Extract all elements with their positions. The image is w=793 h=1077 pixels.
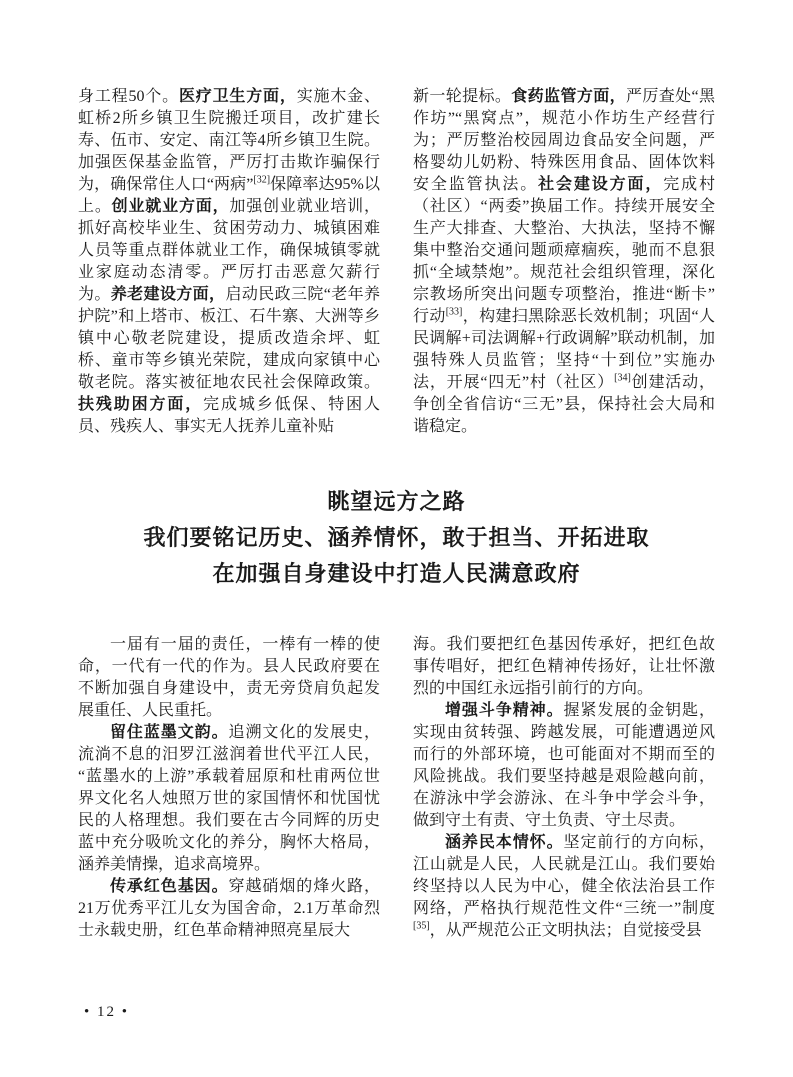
paragraph <box>78 86 380 438</box>
text-run: 完成城乡低保、特困人员、残疾人、事实无人抚养儿童补贴 <box>78 396 380 435</box>
section-heading <box>78 484 715 592</box>
top-right-column <box>413 86 715 438</box>
heading-line-2: 我们要铭记历史、涵养情怀，敢于担当、开拓进取 <box>143 525 650 550</box>
text-run: 实施木金、虹桥2所乡镇卫生院搬迁项目，改扩建长寿、伍市、安定、南江等4所乡镇卫生院。加强医保基金监管，严厉打击欺诈骗保行为，确保常住人口“两病” <box>78 88 380 193</box>
text-run: 海。我们要把红色基因传承好，把红色故事传唱好，把红色精神传扬好，让壮怀激烈的中国红永远指引前行的方向。 <box>413 636 715 697</box>
paragraph <box>413 700 715 832</box>
run-in-heading: 留住蓝墨文韵。 <box>110 724 229 741</box>
bold-run: 养老建设方面， <box>110 286 226 303</box>
bold-run: 创业就业方面， <box>111 198 230 215</box>
text-run: 坚定前行的方向标，江山就是人民，人民就是江山。我们要始终坚持以人民为中心，健全依法治县工作网络，严格执行规范性文件“三统一”制度 <box>413 834 715 917</box>
paragraph <box>413 634 715 700</box>
run-in-heading: 传承红色基因。 <box>110 878 229 895</box>
text-run: ，构建扫黑除恶长效机制；巩固“人民调解+司法调解+行政调解”联动机制，加强特殊人员监管；坚持“十到位”实施办法，开展“四无”村（社区） <box>413 308 715 391</box>
heading-line-1: 眺望远方之路 <box>327 489 466 514</box>
paragraph <box>413 832 715 942</box>
page-number: • 12 • <box>84 1004 130 1020</box>
text-run: 追溯文化的发展史，流淌不息的汨罗江滋润着世代平江人民，“蓝墨水的上游”承载着屈原和杜甫两位世界文化名人烛照万世的家国情怀和忧国忧民的人格理想。我们要在古今同辉的历史蓝中充分吸吮文化的养分，胸怀大格局，涵养美情操，追求高境界。 <box>78 724 380 873</box>
text-run: 严厉查处“黑作坊”“黑窝点”，规范小作坊生产经营行为；严厉整治校园周边食品安全问题，严格婴幼儿奶粉、特殊医用食品、固体饮料安全监管执法。 <box>413 88 715 193</box>
text-run: 身工程50个。 <box>78 88 179 105</box>
paragraph <box>78 722 380 876</box>
paragraph <box>413 86 715 438</box>
bold-run: 食药监管方面， <box>511 88 626 105</box>
text-run: 启动民政三院“老年养护院”和上塔市、板江、石牛寨、大洲等乡镇中心敬老院建设，提质改造余坪、虹桥、童市等乡镇光荣院，建成向家镇中心敬老院。落实被征地农民社会保障政策。 <box>78 286 380 391</box>
text-run: 握紧发展的金钥匙，实现由贫转强、跨越发展，可能遭遇逆风而行的外部环境，也可能面对不期而至的风险挑战。我们要坚持越是艰险越向前，在游泳中学会游泳、在斗争中学会斗争，做到守土有责、守土负责、守土尽责。 <box>413 702 715 829</box>
top-left-column <box>78 86 380 438</box>
text-run: 创建活动，争创全省信访“三无”县，保持社会大局和谐稳定。 <box>413 374 715 435</box>
paragraph <box>78 634 380 722</box>
bold-run: 社会建设方面， <box>538 176 664 193</box>
footnote-ref-34: [34] <box>614 372 631 384</box>
text-run: ，从严规范公正文明执法；自觉接受县 <box>429 922 702 939</box>
text-run: 一届有一届的责任，一棒有一棒的使命，一代有一代的作为。县人民政府要在不断加强自身建设中，责无旁贷肩负起发展重任、人民重托。 <box>78 636 380 719</box>
page-footer <box>84 1004 129 1021</box>
bottom-right-column <box>413 634 715 942</box>
bold-run: 扶残助困方面， <box>78 396 204 413</box>
bottom-left-column <box>78 634 380 942</box>
footnote-ref-35: [35] <box>413 920 430 932</box>
bottom-section <box>78 634 715 942</box>
footnote-ref-32: [32] <box>253 174 271 186</box>
text-run: 穿越硝烟的烽火路，21万优秀平江儿女为国舍命，2.1万革命烈士永载史册，红色革命精神照亮星辰大 <box>78 878 380 939</box>
heading-line-3: 在加强自身建设中打造人民满意政府 <box>212 561 581 586</box>
footnote-ref-33: [33] <box>445 306 463 318</box>
run-in-heading: 增强斗争精神。 <box>445 702 564 719</box>
text-run: 保障率达95%以上。 <box>78 176 380 215</box>
paragraph <box>78 876 380 942</box>
run-in-heading: 涵养民本情怀。 <box>445 834 564 851</box>
top-section <box>78 86 715 438</box>
bold-run: 医疗卫生方面， <box>178 88 297 105</box>
text-run: 完成村（社区）“两委”换届工作。持续开展安全生产大排查、大整治、大执法，坚持不懈集中整治交通问题顽瘴痼疾，驰而不息狠抓“全域禁炮”。规范社会组织管理，深化宗教场所突出问题专项整治，推进“断卡”行动 <box>413 176 715 325</box>
text-run: 新一轮提标。 <box>413 88 512 105</box>
text-run: 加强创业就业培训，抓好高校毕业生、贫困劳动力、城镇困难人员等重点群体就业工作，确保城镇零就业家庭动态清零。严厉打击恶意欠薪行为。 <box>78 198 380 303</box>
